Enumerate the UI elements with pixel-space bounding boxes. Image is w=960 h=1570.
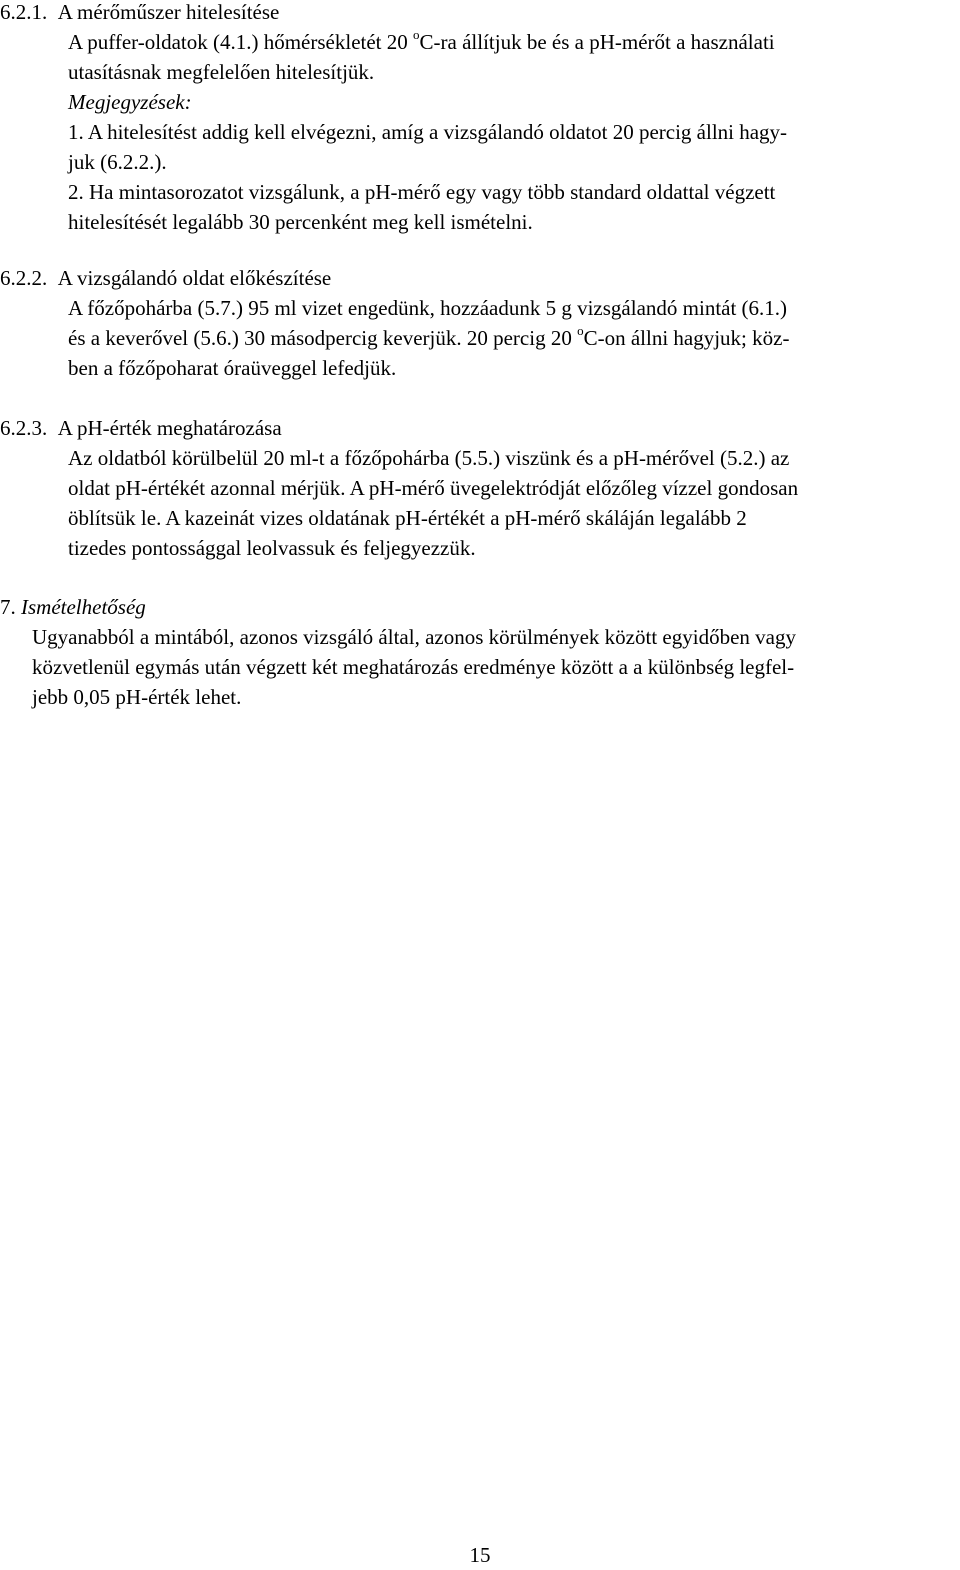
section-6-2-2 (0, 263, 960, 383)
paragraph-line: jebb 0,05 pH-érték lehet. (32, 685, 242, 709)
paragraph-line: ben a főzőpoharat óraüveggel lefedjük. (68, 356, 397, 380)
section-heading (0, 592, 960, 622)
note-1-line: juk (6.2.2.). (68, 150, 167, 174)
note-1-line: 1. A hitelesítést addig kell elvégezni, amíg a vizsgálandó oldatot 20 percig állni hagy- (68, 120, 788, 144)
paragraph-line (0, 27, 960, 57)
text-fragment: és a keverővel (5.6.) 30 másodpercig keverjük. 20 percig 20 (68, 326, 572, 350)
paragraph-line: Ugyanabból a mintából, azonos vizsgáló által, azonos körülmények között egyidőben vagy (32, 625, 796, 649)
notes-title: Megjegyzések: (68, 90, 192, 114)
paragraph-line: közvetlenül egymás után végzett két meghatározás eredménye között a a különbség legfel- (32, 655, 795, 679)
paragraph-line: A főzőpohárba (5.7.) 95 ml vizet engedünk, hozzáadunk 5 g vizsgálandó mintát (6.1.) (68, 296, 788, 320)
paragraph-line: oldat pH-értékét azonnal mérjük. A pH-mérő üvegelektródját előzőleg vízzel gondosan (68, 476, 799, 500)
text-fragment: C-ra állítjuk be és a pH-mérőt a használati (419, 30, 775, 54)
paragraph-line: öblítsük le. A kazeinát vizes oldatának pH-értékét a pH-mérő skáláján legalább 2 (68, 506, 747, 530)
page-number: 15 (469, 1543, 491, 1567)
paragraph-line: tizedes pontossággal leolvassuk és feljegyezzük. (68, 536, 476, 560)
section-6-2-1 (0, 0, 960, 237)
section-heading: 6.2.2. A vizsgálandó oldat előkészítése (0, 266, 332, 290)
superscript: o (413, 27, 420, 42)
superscript: o (577, 323, 584, 338)
text-fragment: C-on állni hagyjuk; köz- (583, 326, 790, 350)
note-2-line: hitelesítését legalább 30 percenként meg kell ismételni. (68, 210, 533, 234)
section-heading: 6.2.1. A mérőműszer hitelesítése (0, 0, 280, 24)
paragraph-line: Az oldatból körülbelül 20 ml-t a főzőpohárba (5.5.) viszünk és a pH-mérővel (5.2.) az (68, 446, 790, 470)
section-title: Ismételhetőség (21, 595, 146, 619)
section-7 (0, 592, 960, 712)
paragraph-line (0, 323, 960, 353)
section-heading: 6.2.3. A pH-érték meghatározása (0, 416, 282, 440)
paragraph-line: utasításnak megfelelően hitelesítjük. (68, 60, 375, 84)
note-2-line: 2. Ha mintasorozatot vizsgálunk, a pH-mérő egy vagy több standard oldattal végzett (68, 180, 776, 204)
section-number: 7. (0, 595, 16, 619)
section-6-2-3 (0, 413, 960, 563)
text-fragment: A puffer-oldatok (4.1.) hőmérsékletét 20 (68, 30, 408, 54)
